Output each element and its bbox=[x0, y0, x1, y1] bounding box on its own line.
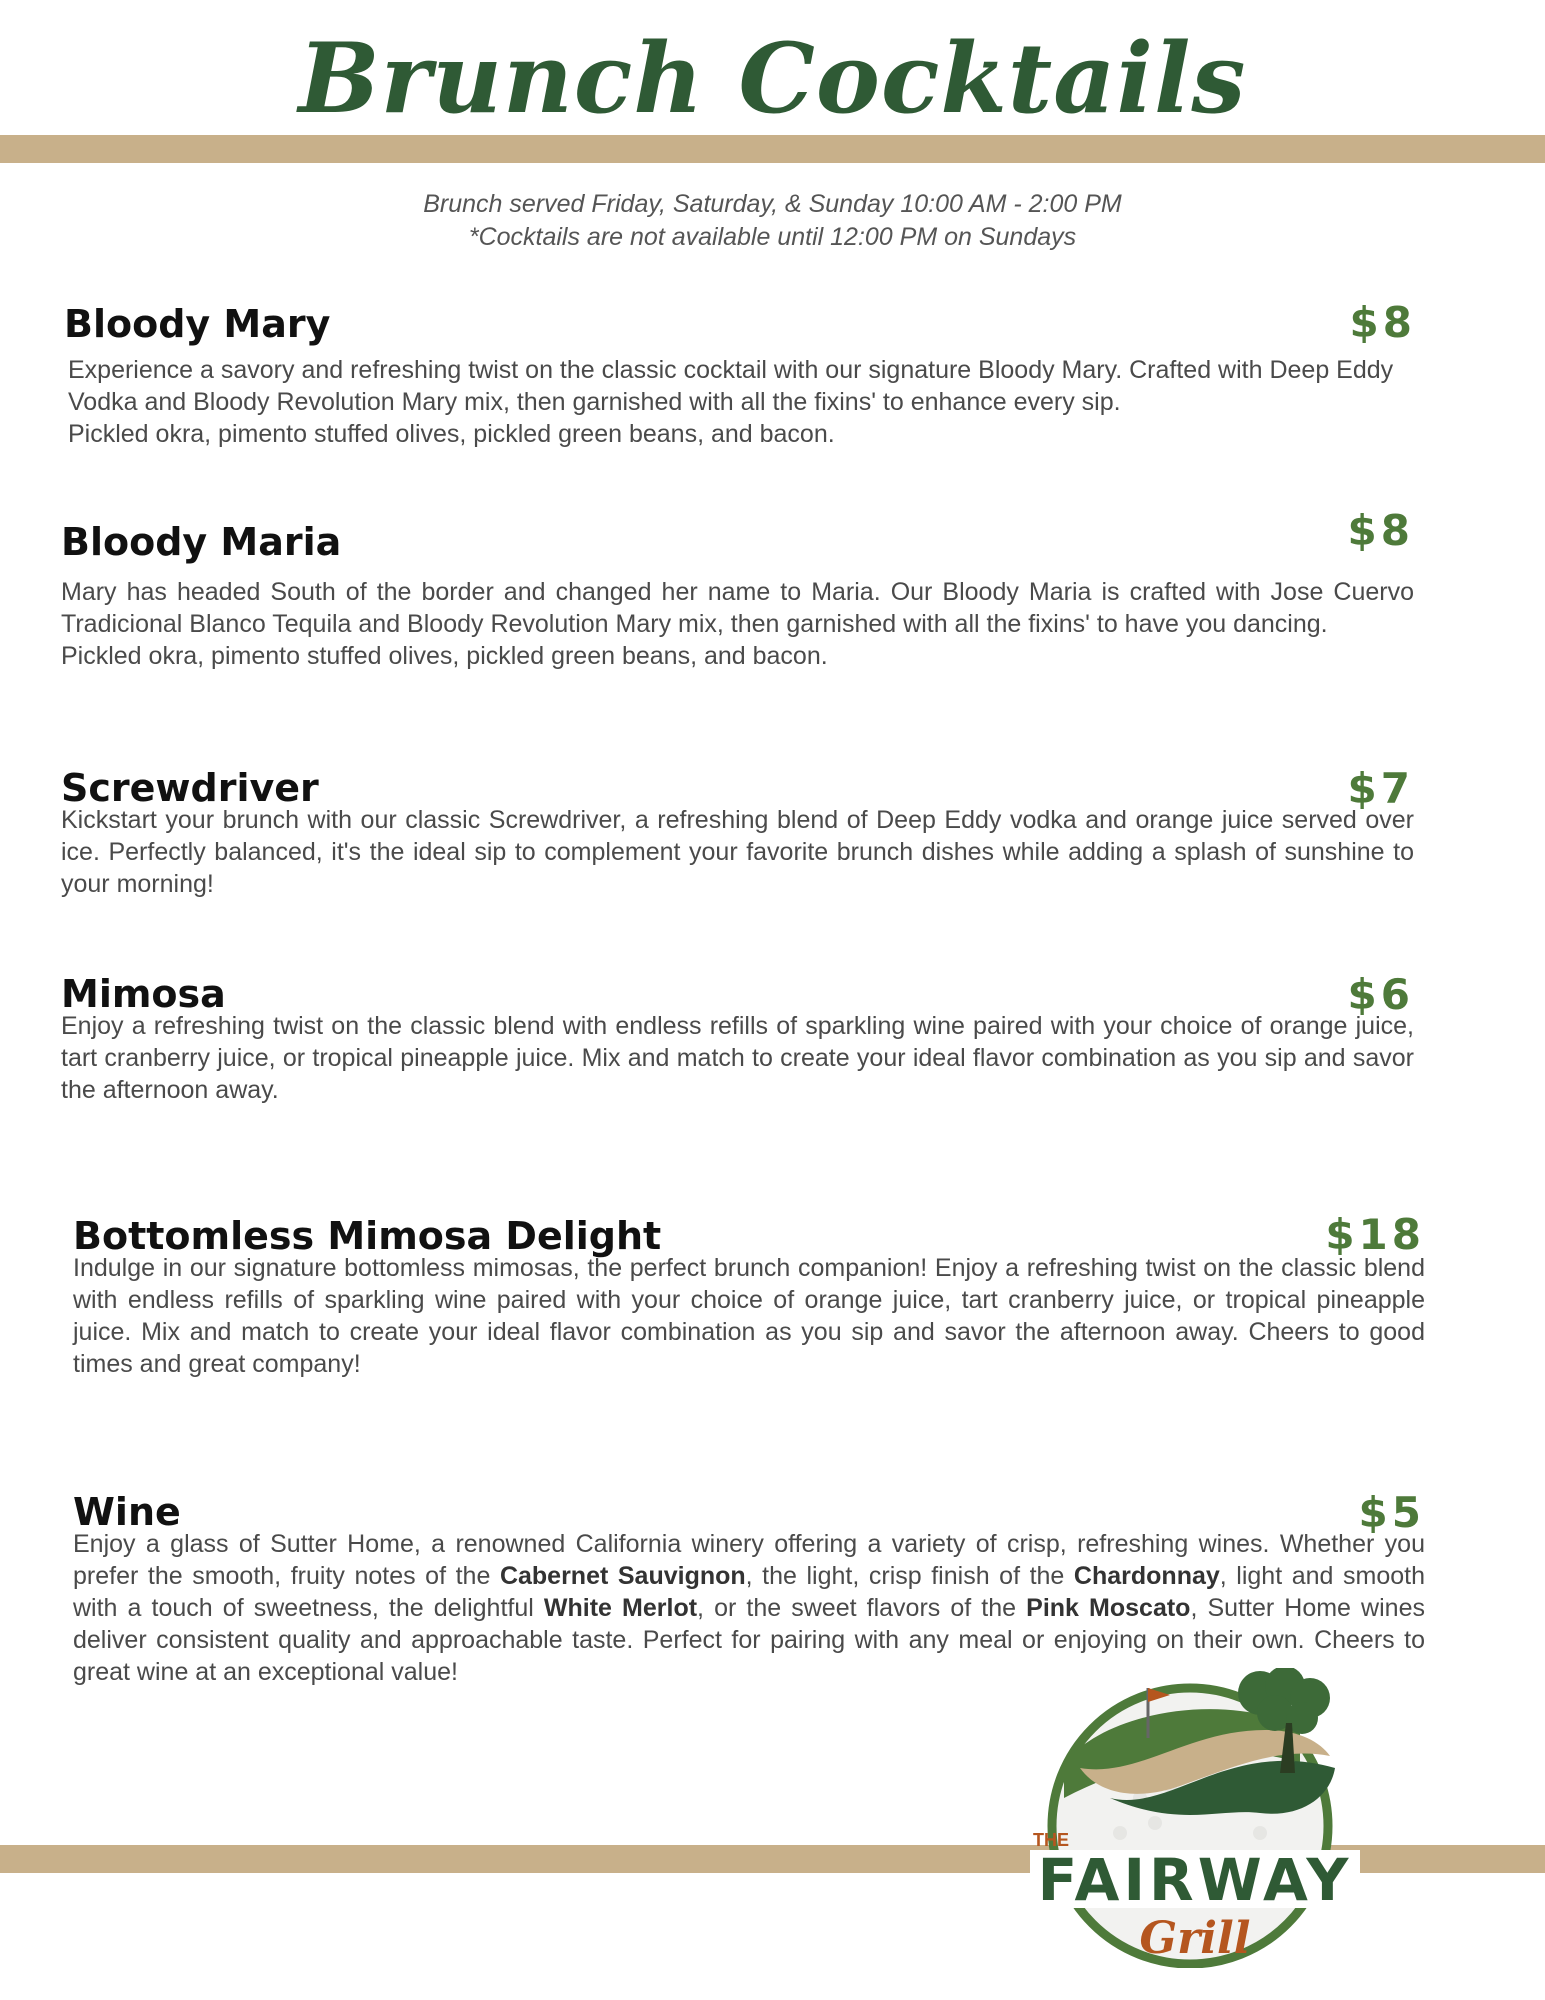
item-price: $18 bbox=[1325, 1210, 1425, 1259]
wine-text: , Sutter Home wines deliver consistent quality and approachable taste. Perfect for pairing with any meal or enjoying on their own. Cheers to great wine at an exceptional value! bbox=[73, 1594, 1425, 1686]
item-name: Mimosa bbox=[61, 972, 226, 1016]
logo-the: THE bbox=[1033, 1830, 1069, 1850]
wine-text: , the light, crisp finish of the bbox=[745, 1562, 1065, 1590]
item-price: $6 bbox=[1347, 970, 1414, 1019]
hours-line: Brunch served Friday, Saturday, & Sunday 10:00 AM - 2:00 PM bbox=[423, 190, 1122, 218]
page-title: Brunch Cocktails bbox=[0, 22, 1545, 135]
brunch-hours bbox=[0, 188, 1545, 254]
item-name: Bloody Mary bbox=[64, 302, 331, 346]
item-name: Wine bbox=[73, 1490, 181, 1534]
item-price: $8 bbox=[1349, 298, 1416, 347]
hours-note: *Cocktails are not available until 12:00 PM on Sundays bbox=[468, 223, 1077, 251]
header-band bbox=[0, 135, 1545, 163]
wine-text: Enjoy a glass of Sutter Home, a renowned California winery offering a variety of crisp, refreshing wines. Whether you prefer the smooth, fruity notes of the bbox=[73, 1530, 1425, 1590]
item-price: $7 bbox=[1347, 764, 1414, 813]
description-text: Experience a savory and refreshing twist on the classic cocktail with our signature Bloody Mary. Crafted with Deep Eddy Vodka and Bloody Revolution Mary mix, then garnished with all the fixins' to enhance every sip. bbox=[68, 356, 1394, 416]
wine-chardonnay: Chardonnay bbox=[1073, 1562, 1220, 1590]
menu-item-bottomless-mimosa bbox=[73, 1210, 1425, 1380]
item-description bbox=[61, 576, 1414, 672]
wine-white-merlot: White Merlot bbox=[543, 1594, 698, 1622]
logo-fairway: FAIRWAY bbox=[1037, 1846, 1353, 1914]
menu-item-wine bbox=[73, 1490, 1425, 1688]
item-description: Kickstart your brunch with our classic Screwdriver, a refreshing blend of Deep Eddy vodka and orange juice served over ice. Perfectly balanced, it's the ideal sip to complement your favorite brunch dishes while adding a splash of sunshine to your morning! bbox=[61, 806, 1414, 898]
logo-grill: Grill bbox=[1139, 1913, 1251, 1964]
wine-pink-moscato: Pink Moscato bbox=[1026, 1594, 1191, 1622]
item-name: Bottomless Mimosa Delight bbox=[73, 1214, 662, 1258]
description-text: Mary has headed South of the border and changed her name to Maria. Our Bloody Maria is crafted with Jose Cuervo Tradicional Blanco Tequila and Bloody Revolution Mary mix, then garnished with all the fixins' to have you dancing. bbox=[61, 578, 1414, 638]
item-description bbox=[73, 1528, 1425, 1688]
item-name: Screwdriver bbox=[61, 766, 319, 810]
item-price: $5 bbox=[1358, 1488, 1425, 1537]
garnish-text: Pickled okra, pimento stuffed olives, pickled green beans, and bacon. bbox=[61, 642, 828, 670]
menu-item-bloody-maria bbox=[61, 506, 1414, 672]
item-price: $8 bbox=[1347, 506, 1414, 555]
menu-item-bloody-mary bbox=[64, 298, 1416, 450]
item-name: Bloody Maria bbox=[61, 520, 342, 564]
wine-text: , or the sweet flavors of the bbox=[697, 1594, 1017, 1622]
menu-item-mimosa bbox=[61, 972, 1414, 1106]
wine-text: , light and smooth with a touch of sweetness, the delightful bbox=[73, 1562, 1425, 1622]
garnish-text: Pickled okra, pimento stuffed olives, pickled green beans, and bacon. bbox=[68, 420, 835, 448]
item-description: Enjoy a refreshing twist on the classic blend with endless refills of sparkling wine paired with your choice of orange juice, tart cranberry juice, or tropical pineapple juice. Mix and match to create your ideal flavor combination as you sip and savor the afternoon away. bbox=[61, 1012, 1414, 1104]
wine-cabernet: Cabernet Sauvignon bbox=[499, 1562, 746, 1590]
item-description bbox=[64, 354, 1414, 450]
fairway-grill-logo bbox=[1030, 1668, 1360, 1968]
item-description: Indulge in our signature bottomless mimosas, the perfect brunch companion! Enjoy a refreshing twist on the classic blend with endless refills of sparkling wine paired with your choice of orange juice, tart cranberry juice, or tropical pineapple juice. Mix and match to create your ideal flavor combination as you sip and savor the afternoon away. Cheers to good times and great company! bbox=[73, 1254, 1425, 1378]
menu-item-screwdriver bbox=[61, 766, 1414, 900]
